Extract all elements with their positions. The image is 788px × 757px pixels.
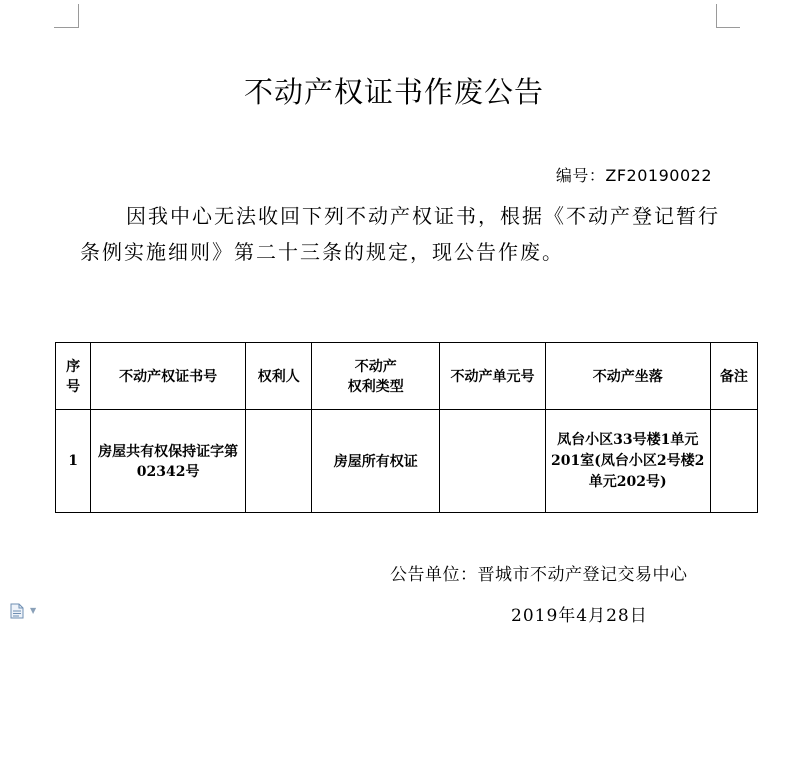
- voided-certificates-table: [55, 342, 758, 513]
- document-number: 编号：ZF20190022: [555, 166, 712, 185]
- crop-mark-top-right: [716, 27, 740, 28]
- cell-unit-number: [440, 410, 546, 513]
- header-location: 不动产坐落: [545, 343, 710, 410]
- header-note: 备注: [710, 343, 757, 410]
- table-header-row: [56, 343, 758, 410]
- cell-seq: 1: [56, 410, 91, 513]
- header-unit-number: 不动产单元号: [440, 343, 546, 410]
- cell-location: 凤台小区33号楼1单元201室(凤台小区2号楼2单元202号): [545, 410, 710, 513]
- cell-holder: [246, 410, 312, 513]
- document-icon[interactable]: [10, 603, 24, 619]
- header-right-type-line2: 权利类型: [347, 379, 404, 395]
- cell-right-type: 房屋所有权证: [312, 410, 440, 513]
- header-certificate: 不动产权证书号: [91, 343, 246, 410]
- crop-mark-top-left: [78, 4, 79, 28]
- document-title: 不动产权证书作废公告: [243, 75, 544, 109]
- cell-note: [710, 410, 757, 513]
- cell-certificate: 房屋共有权保持证字第02342号: [91, 410, 246, 513]
- header-right-type-line1: 不动产: [354, 359, 397, 375]
- crop-mark-top-right: [716, 4, 717, 28]
- dropdown-arrow-icon[interactable]: ▼: [30, 606, 37, 615]
- table-row: [56, 410, 758, 513]
- issuing-unit: 公告单位：晋城市不动产登记交易中心: [390, 565, 688, 585]
- header-holder: 权利人: [246, 343, 312, 410]
- header-right-type: [312, 343, 440, 410]
- announcement-paragraph: 因我中心无法收回下列不动产权证书，根据《不动产登记暂行条例实施细则》第二十三条的规定，现公告作废。: [80, 204, 720, 264]
- header-seq: 序号: [56, 343, 91, 410]
- issue-date: 2019年4月28日: [511, 606, 648, 626]
- crop-mark-top-left: [54, 27, 78, 28]
